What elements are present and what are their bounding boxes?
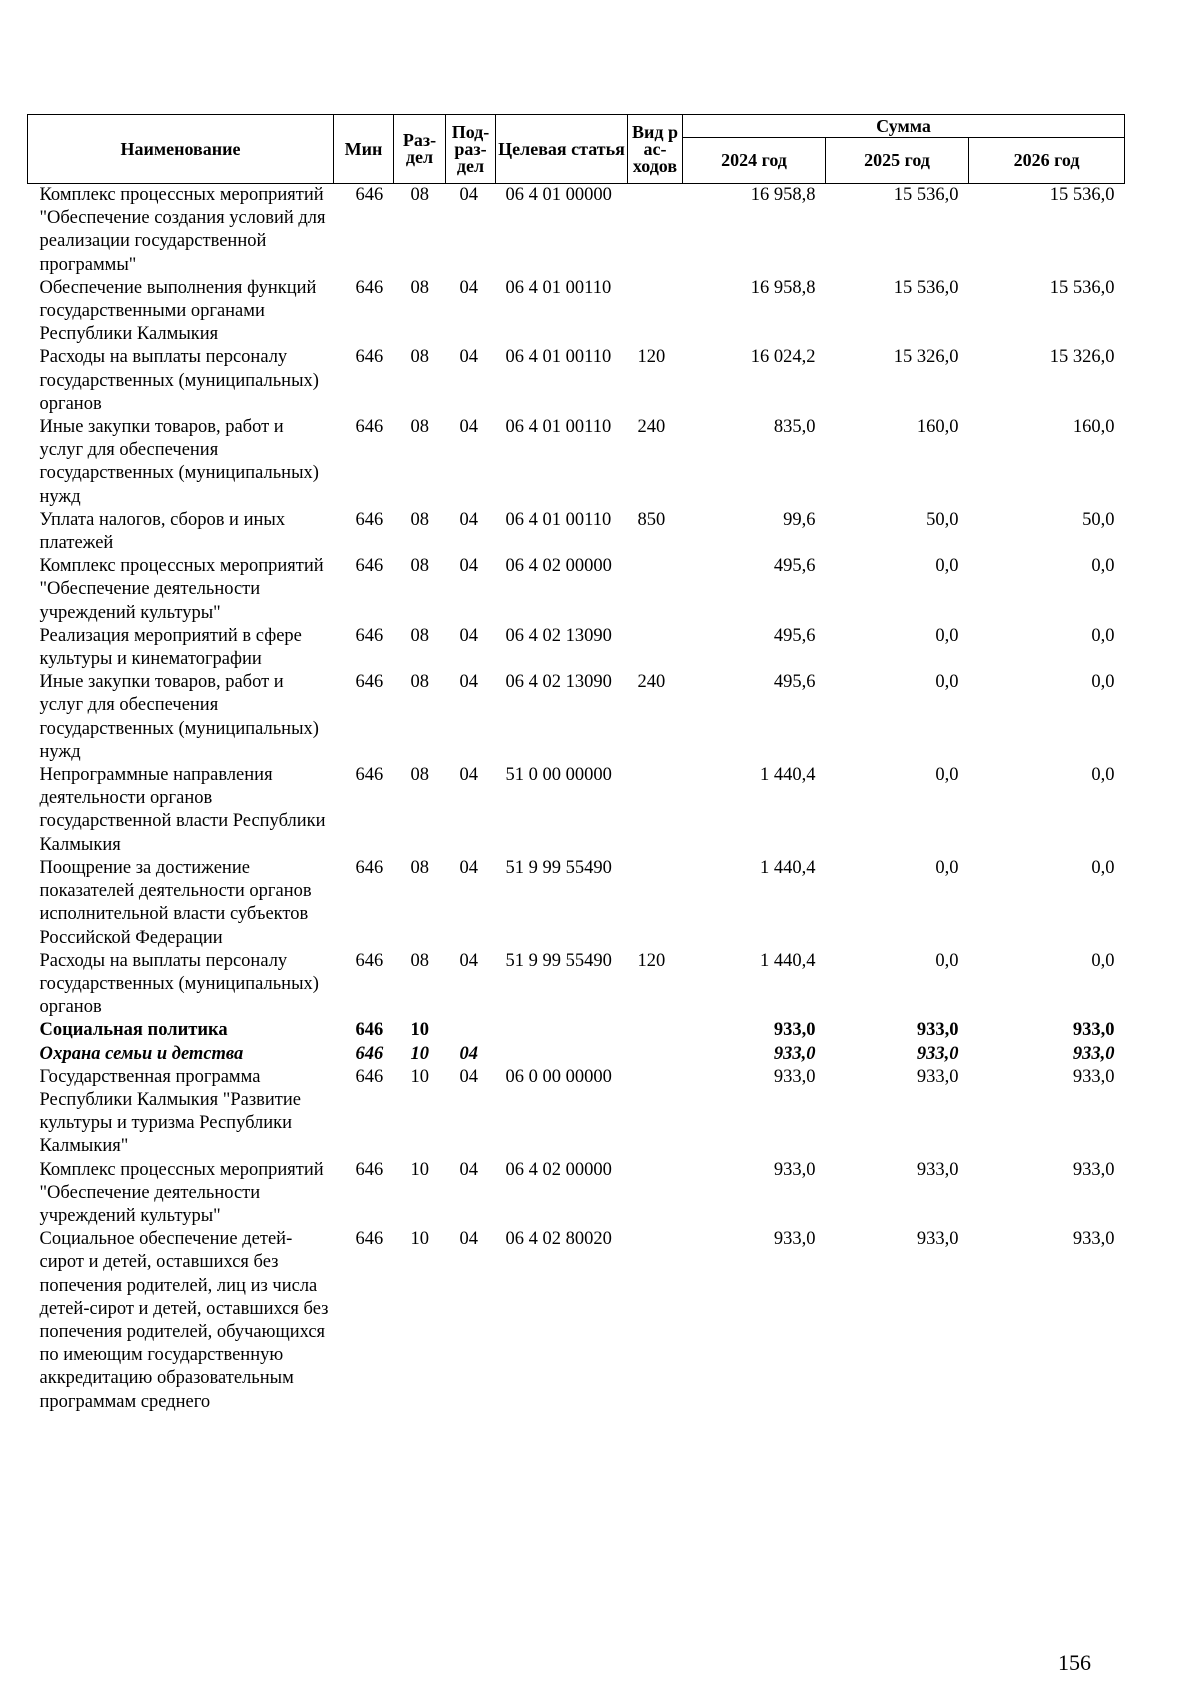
cell-name: Комплекс процессных мероприятий "Обеспечение деятельности учреждений культуры" [39,1159,324,1226]
cell-razdel: 08 [410,950,429,971]
cell-y2024: 933,0 [773,1229,816,1250]
table-row [28,1228,1125,1414]
cell-y2024: 495,6 [773,625,816,646]
cell-y2026: 0,0 [1091,765,1115,786]
header-vid-label [628,121,682,176]
cell-podrazdel: 04 [459,556,478,577]
table-row [28,857,1125,950]
table-row [28,1043,1125,1066]
cell-vid [628,1043,683,1066]
cell-vid [628,1019,683,1042]
cell-y2024: 933,0 [773,1043,816,1064]
cell-y2026: 933,0 [1072,1066,1115,1087]
cell-razdel: 10 [410,1159,429,1180]
cell-stat: 06 4 02 13090 [505,672,612,693]
header-stat: Целевая статья [496,115,628,184]
cell-y2024: 933,0 [773,1020,816,1041]
cell-name: Государственная программа Республики Калмыкия "Развитие культуры и туризма Республики Калмыкия" [39,1066,301,1157]
cell-razdel: 08 [410,277,429,298]
cell-y2026: 15 536,0 [1049,277,1115,298]
header-label-line: дел [405,147,434,167]
cell-name: Непрограммные направления деятельности органов государственной власти Республики Калмыкия [39,765,326,855]
cell-podrazdel: 04 [459,950,478,971]
cell-y2025: 0,0 [935,857,959,878]
cell-min: 646 [355,277,384,298]
cell-podrazdel: 04 [459,857,478,878]
cell-stat: 51 0 00 00000 [505,765,612,786]
cell-vid [628,184,683,277]
budget-table [27,114,1125,1414]
cell-podrazdel: 04 [459,347,478,368]
cell-y2026: 0,0 [1091,672,1115,693]
cell-min: 646 [355,1229,384,1250]
cell-razdel: 08 [410,857,429,878]
cell-stat: 06 4 02 00000 [505,1159,612,1180]
cell-y2025: 15 536,0 [893,277,959,298]
cell-name: Уплата налогов, сборов и иных платежей [39,509,286,554]
cell-y2025: 50,0 [926,509,959,530]
cell-name: Поощрение за достижение показателей деятельности органов исполнительной власти субъектов Российской Федерации [39,857,312,948]
header-label-line: Под- [451,121,490,142]
header-razdel [394,115,446,184]
cell-podrazdel: 04 [459,509,478,530]
header-summa: Сумма [683,115,1125,138]
header-label-line: ходов [632,155,678,176]
table-row [28,625,1125,671]
cell-stat: 51 9 99 55490 [505,950,612,971]
cell-stat: 06 4 01 00110 [505,347,612,368]
table-row [28,555,1125,625]
cell-razdel: 08 [410,556,429,577]
cell-podrazdel: 04 [459,1229,478,1250]
cell-podrazdel: 04 [459,1066,478,1087]
cell-vid: 240 [637,417,666,438]
cell-y2026: 50,0 [1082,509,1115,530]
table-row [28,764,1125,857]
cell-razdel: 10 [410,1020,429,1041]
header-2025: 2025 год [826,138,969,184]
cell-vid [628,857,683,950]
cell-y2024: 495,6 [773,556,816,577]
table-row [28,1159,1125,1229]
cell-y2024: 933,0 [773,1159,816,1180]
cell-stat: 06 0 00 00000 [505,1066,612,1087]
cell-y2026: 0,0 [1091,556,1115,577]
cell-stat: 06 4 01 00110 [505,417,612,438]
cell-vid [628,625,683,671]
cell-vid [628,555,683,625]
cell-min: 646 [355,556,384,577]
cell-stat: 06 4 01 00000 [505,185,612,205]
cell-min: 646 [355,857,384,878]
cell-podrazdel: 04 [459,672,478,693]
cell-min: 646 [355,417,384,438]
cell-y2025: 0,0 [935,765,959,786]
header-label-line: дел [456,155,485,176]
cell-razdel: 08 [410,625,429,646]
cell-y2024: 16 958,8 [750,277,816,298]
cell-razdel: 10 [410,1229,429,1250]
cell-y2026: 933,0 [1072,1229,1115,1250]
table-row [28,1066,1125,1159]
cell-stat: 06 4 02 80020 [505,1229,612,1250]
cell-vid: 120 [637,347,666,368]
table-row [28,950,1125,1020]
cell-stat: 51 9 99 55490 [505,857,612,878]
cell-podrazdel: 04 [459,1043,478,1064]
table-row [28,671,1125,764]
table-row [28,509,1125,555]
cell-y2026: 15 536,0 [1049,185,1115,205]
cell-y2026: 0,0 [1091,950,1115,971]
cell-razdel: 08 [410,509,429,530]
header-label-line: Вид рас- [632,121,678,159]
cell-min: 646 [355,347,384,368]
cell-y2025: 0,0 [935,556,959,577]
table-header [28,115,1125,184]
cell-y2026: 933,0 [1072,1020,1115,1041]
cell-y2026: 0,0 [1091,857,1115,878]
header-podrazdel [446,115,496,184]
cell-name: Социальная политика [39,1020,228,1041]
cell-y2024: 1 440,4 [760,765,816,786]
cell-name: Комплекс процессных мероприятий "Обеспечение создания условий для реализации государственной программы" [39,185,326,275]
cell-y2025: 933,0 [916,1043,959,1064]
cell-stat: 06 4 02 13090 [505,625,612,646]
header-podrazdel-label [446,121,495,176]
cell-min: 646 [355,672,384,693]
cell-vid: 240 [637,672,666,693]
cell-y2024: 16 958,8 [750,185,816,205]
cell-y2026: 160,0 [1072,417,1115,438]
cell-y2024: 495,6 [773,672,816,693]
cell-min: 646 [355,950,384,971]
cell-min: 646 [355,625,384,646]
cell-stat [496,1043,628,1066]
table-row [28,184,1125,277]
cell-vid [628,277,683,347]
header-razdel-label [394,132,445,166]
cell-y2025: 0,0 [935,950,959,971]
cell-razdel: 08 [410,765,429,786]
cell-stat: 06 4 02 00000 [505,556,612,577]
cell-min: 646 [355,1043,384,1064]
cell-name: Иные закупки товаров, работ и услуг для обеспечения государственных (муниципальных) нужд [39,417,319,507]
cell-y2025: 15 326,0 [893,347,959,368]
cell-stat: 06 4 01 00110 [505,509,612,530]
cell-razdel: 08 [410,672,429,693]
cell-razdel: 08 [410,185,429,205]
header-vid [628,115,683,184]
cell-min: 646 [355,1159,384,1180]
cell-name: Иные закупки товаров, работ и услуг для обеспечения государственных (муниципальных) нужд [39,672,319,762]
cell-name: Охрана семьи и детства [39,1043,244,1064]
table-body [28,184,1125,1414]
cell-y2026: 15 326,0 [1049,347,1115,368]
cell-y2024: 99,6 [783,509,816,530]
header-2024: 2024 год [683,138,826,184]
cell-razdel: 08 [410,417,429,438]
cell-razdel: 10 [410,1043,429,1064]
cell-y2025: 933,0 [916,1229,959,1250]
cell-y2025: 160,0 [916,417,959,438]
table-row [28,1019,1125,1042]
cell-name: Социальное обеспечение детей-сирот и детей, оставшихся без попечения родителей, лиц из числа детей-сирот и детей, оставшихся без попечения родителей, обучающихся по имеющим государственную аккредитацию образовательным программам среднего [39,1229,329,1412]
cell-name: Обеспечение выполнения функций государственными органами Республики Калмыкия [39,277,317,345]
cell-y2026: 0,0 [1091,625,1115,646]
cell-podrazdel: 04 [459,625,478,646]
table-row [28,346,1125,416]
cell-podrazdel: 04 [459,765,478,786]
cell-min: 646 [355,1066,384,1087]
header-label-line: Раз- [402,130,437,150]
header-label-line: раз- [454,138,487,159]
cell-y2024: 933,0 [773,1066,816,1087]
cell-podrazdel [446,1019,496,1042]
table-row [28,416,1125,509]
cell-vid [628,1066,683,1159]
cell-min: 646 [355,1020,384,1041]
cell-podrazdel: 04 [459,277,478,298]
cell-y2025: 0,0 [935,625,959,646]
cell-stat [496,1019,628,1042]
cell-y2024: 835,0 [773,417,816,438]
cell-razdel: 10 [410,1066,429,1087]
cell-y2024: 1 440,4 [760,950,816,971]
cell-vid: 120 [637,950,666,971]
cell-y2025: 0,0 [935,672,959,693]
header-name: Наименование [28,115,334,184]
cell-y2026: 933,0 [1072,1159,1115,1180]
budget-table-container [27,114,1124,1414]
cell-stat: 06 4 01 00110 [505,277,612,298]
page-number: 156 [1058,1650,1091,1675]
cell-vid: 850 [637,509,666,530]
cell-name: Расходы на выплаты персоналу государственных (муниципальных) органов [39,347,319,414]
cell-name: Реализация мероприятий в сфере культуры и кинематографии [39,625,302,670]
cell-min: 646 [355,185,384,205]
header-2026: 2026 год [969,138,1125,184]
cell-name: Комплекс процессных мероприятий "Обеспечение деятельности учреждений культуры" [39,556,324,623]
cell-vid [628,1228,683,1414]
cell-y2025: 933,0 [916,1066,959,1087]
cell-vid [628,764,683,857]
cell-min: 646 [355,509,384,530]
table-row [28,277,1125,347]
cell-y2025: 933,0 [916,1020,959,1041]
cell-podrazdel: 04 [459,417,478,438]
header-min: Мин [334,115,394,184]
cell-y2025: 933,0 [916,1159,959,1180]
cell-min: 646 [355,765,384,786]
cell-y2024: 16 024,2 [750,347,816,368]
cell-y2024: 1 440,4 [760,857,816,878]
cell-y2025: 15 536,0 [893,185,959,205]
cell-name: Расходы на выплаты персоналу государственных (муниципальных) органов [39,950,319,1018]
cell-y2026: 933,0 [1072,1043,1115,1064]
cell-podrazdel: 04 [459,185,478,205]
cell-podrazdel: 04 [459,1159,478,1180]
cell-vid [628,1159,683,1229]
cell-razdel: 08 [410,347,429,368]
